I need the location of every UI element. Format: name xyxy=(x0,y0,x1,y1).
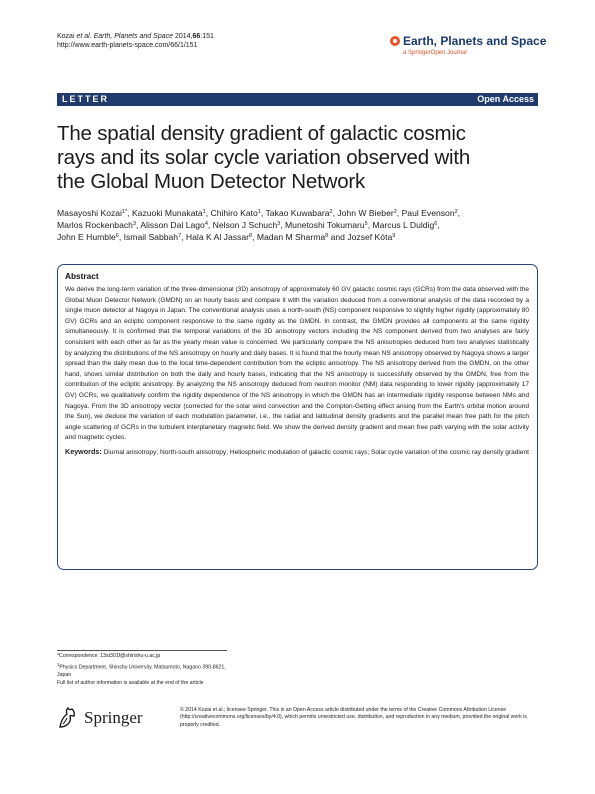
affiliation-sup: 1 xyxy=(57,661,60,667)
author-affiliation-sup: 7 xyxy=(178,233,182,240)
citation-author: Kozai xyxy=(57,33,75,40)
author-affiliation-sup: 8 xyxy=(248,233,253,240)
author-affiliation-sup: 2 xyxy=(454,209,458,215)
author-affiliation-sup: 3 xyxy=(277,221,281,228)
author-name: Madan M Sharma xyxy=(256,232,326,243)
article-url[interactable]: http://www.earth-planets-space.com/66/1/151 xyxy=(57,42,198,49)
abstract-text: We derive the long-term variation of the three-dimensional (3D) anisotropy of approximately 60 GV galactic cosmic rays (GCRs) from the data observed with the Global Muon Detector Network (GMDN) on an hourly basis and compare it with the variation deduced from a conventional analysis of the data recorded by a single muon detector at Nagoya in Japan. The conventional analysis uses a north-south (NS) component responsive to slightly higher rigidity (approximately 80 GV) GCRs and an ecliptic component responsive to the same rigidity as the GMDN. In contrast, the GMDN provides all components at the same rigidity simultaneously. It is confirmed that the temporal variations of the 3D anisotropy vectors including the NS component derived from two analyses are fairly consistent with each other as far as the yearly mean value is concerned. We particularly compare the NS anisotropies deduced from two analyses statistically by analyzing the distributions of the NS anisotropy on hourly and daily bases. It is found that the hourly mean NS anisotropy observed by Nagoya shows a larger spread than the daily mean due to the local time-dependent contribution from the ecliptic anisotropy. The NS anisotropy derived from the GMDN, on the other hand, shows similar distribution on both the daily and hourly bases, indicating that the NS anisotropy is successfully observed by the GMDN, free from the contribution of the ecliptic anisotropy. By analyzing the NS anisotropy deduced from neutron monitor (NM) data responding to lower rigidity (approximately 17 GV) GCRs, we qualitatively confirm the rigidity dependence of the NS anisotropy in which the GMDN has an intermediate rigidity response between NMs and Nagoya. From the 3D anisotropy vector (corrected for the solar wind convection and the Compton-Getting effect arising from the Earth's orbital motion around the Sun), we deduce the variation of each modulation parameter, i.e., the radial and latitudinal density gradients and the parallel mean free path for the pitch angle scattering of GCRs in the turbulent interplanetary magnetic field. We show the derived density gradient and mean free path varying with the solar activity and magnetic cycles. xyxy=(65,286,530,442)
correspondence[interactable]: *Correspondence: 13st301f@shinshu-u.ac.jp xyxy=(57,653,161,659)
journal-logo xyxy=(390,34,550,64)
author-name: Kazuoki Munakata xyxy=(131,208,203,218)
affiliation-line: Japan xyxy=(57,671,72,678)
author-affiliation-sup: 6 xyxy=(434,221,438,228)
author-name: Masayoshi Kozai xyxy=(57,208,122,218)
author-affiliation-sup: 6 xyxy=(115,233,119,240)
keywords xyxy=(65,447,529,459)
author-line: John E Humble$^6$, Ismail Sabbah$^7$, Hala K Al Jassar$^8$, Madan M Sharma$^8$ and Jozsef Kóta$^9$ xyxy=(57,232,396,243)
author-affiliation-sup: 8 xyxy=(325,233,329,240)
author-name: Munetoshi Tokumaru xyxy=(285,220,365,231)
footnotes xyxy=(57,650,357,687)
citation-etal: et al. xyxy=(76,33,92,40)
article-type: LETTER xyxy=(62,94,109,104)
journal-title: Earth, Planets and Space xyxy=(403,34,547,48)
author-name: Hala K Al Jassar xyxy=(185,232,249,243)
article-title xyxy=(57,122,547,194)
author-affiliation-sup: 4 xyxy=(204,221,208,228)
author-name: Jozsef Kóta xyxy=(347,232,393,243)
keywords-text: Diurnal anisotropy; North-south anisotropy; Heliospheric modulation of galactic cosmic rays; Solar cycle variation of the cosmic ray density gradient xyxy=(103,448,529,456)
author-affiliation-sup: 1 xyxy=(202,209,206,215)
open-access-label: Open Access xyxy=(477,94,534,104)
citation-journal: Earth, Planets and Space xyxy=(93,33,173,40)
springer-wordmark: Springer xyxy=(84,708,143,727)
author-info-note: Full list of author information is available at the end of the article xyxy=(57,679,204,686)
license-text: © 2014 Kozai et al.; licensee Springer. This is an Open Access article distributed under the terms of the Creative Commons Attribution License (http://creativecommons.org/licenses/by/4.0), which permits unrestricted use, distribution, and reproduction in any medium, provided the original work is properly credited. xyxy=(180,707,527,728)
journal-subtitle: a SpringerOpen Journal xyxy=(403,50,467,56)
abstract-heading: Abstract xyxy=(65,271,99,281)
author-name: Alisson Dal Lago xyxy=(140,220,205,231)
author-affiliation-sup: 2 xyxy=(329,209,333,215)
citation-year: 2014, xyxy=(174,33,193,40)
footnote-rule xyxy=(57,650,227,651)
keywords-label: Keywords: xyxy=(65,446,102,456)
citation-article: :151 xyxy=(200,33,214,40)
journal-logo-icon xyxy=(390,36,400,46)
title-line: the Global Muon Detector Network xyxy=(57,170,366,193)
author-line: Marlos Rockenbach$^3$, Alisson Dal Lago$^4$, Nelson J Schuch$^3$, Munetoshi Tokumaru$^5$, Marcus L Duldig$^6$, xyxy=(57,220,440,231)
springer-logo xyxy=(57,705,167,733)
author-affiliation-sup: 9 xyxy=(392,233,396,240)
author-name: Chihiro Kato xyxy=(210,208,258,218)
author-name: Marlos Rockenbach xyxy=(57,220,133,231)
author-name: John E Humble xyxy=(57,232,116,243)
citation-line xyxy=(57,32,214,41)
author-affiliation-sup: 2 xyxy=(393,209,397,215)
title-line: rays and its solar cycle variation observed with xyxy=(57,146,471,169)
author-name: Marcus L Duldig xyxy=(372,220,435,231)
springer-horse-icon xyxy=(57,705,79,729)
author-name: Nelson J Schuch xyxy=(212,220,278,231)
article-type-banner xyxy=(57,93,538,106)
citation-header xyxy=(57,32,214,50)
title-line: The spatial density gradient of galactic cosmic xyxy=(57,122,466,145)
author-line: Masayoshi Kozai$^{1*}$, Kazuoki Munakata$^1$, Chihiro Kato$^1$, Takao Kuwabara$^2$, John W Bieber$^2$, Paul Evenson$^2$, xyxy=(57,208,461,218)
affiliation-line: Physics Department, Shinshu University, Matsumoto, Nagano 390-8621, xyxy=(59,664,226,671)
citation-volume: 66 xyxy=(192,33,201,40)
author-name: Ismail Sabbah xyxy=(123,232,179,243)
abstract-box xyxy=(57,264,538,570)
author-list xyxy=(57,207,542,244)
affiliation xyxy=(57,661,357,672)
author-name: Paul Evenson xyxy=(401,208,455,218)
author-affiliation-sup: 5 xyxy=(364,221,368,228)
author-affiliation-sup: 1 xyxy=(257,209,261,215)
author-affiliation-sup: 1* xyxy=(121,209,128,215)
author-name: Takao Kuwabara xyxy=(265,208,330,218)
author-name: John W Bieber xyxy=(337,208,394,218)
author-affiliation-sup: 3 xyxy=(132,221,137,228)
